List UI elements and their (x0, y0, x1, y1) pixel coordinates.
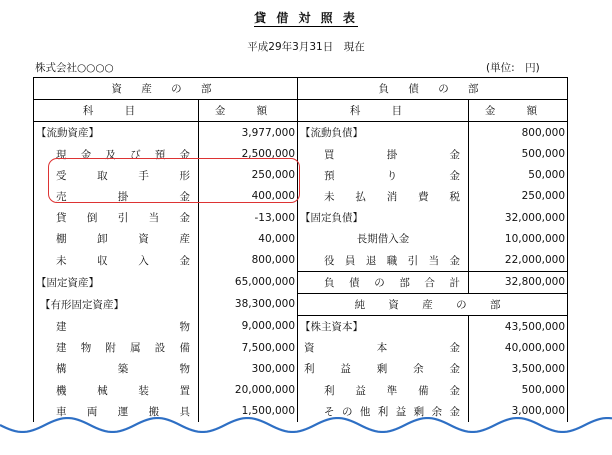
row-value: 40,000,000 (469, 337, 568, 358)
row-label: 【流動負債】 (298, 122, 469, 144)
table-row (34, 207, 568, 228)
table-row (34, 380, 568, 401)
row-value: 7,500,000 (199, 337, 298, 358)
row-value: 500,000 (469, 144, 568, 165)
row-label: 役員退職引当金 (298, 249, 469, 271)
row-label: 未払消費税 (298, 186, 469, 207)
row-label: 利益準備金 (298, 380, 469, 401)
row-label: 【株主資本】 (298, 315, 469, 337)
row-label: 預り金 (298, 165, 469, 186)
row-value: 20,000,000 (199, 380, 298, 401)
row-label: その他利益剰余金 (298, 401, 469, 422)
row-value: 500,000 (469, 380, 568, 401)
assets-section-header: 資 産 の 部 (34, 78, 298, 100)
balance-sheet-table (33, 77, 568, 422)
row-label: 建物 (34, 315, 199, 337)
row-label: 長期借入金 (298, 228, 469, 249)
section-header-row (34, 78, 568, 100)
row-label: 【固定負債】 (298, 207, 469, 228)
net-assets-section-header: 純 資 産 の 部 (298, 293, 568, 315)
table-row (34, 315, 568, 337)
row-value: 300,000 (199, 358, 298, 379)
document-title: 貸 借 対 照 表 (254, 11, 358, 25)
row-label: 貸倒引当金 (34, 207, 199, 228)
row-label: 【有形固定資産】 (34, 293, 199, 315)
amount-header-left: 金 額 (199, 100, 298, 122)
table-row (34, 337, 568, 358)
row-value: 65,000,000 (199, 271, 298, 293)
row-label: 現金及び預金 (34, 144, 199, 165)
table-row (34, 293, 568, 315)
row-label: 機械装置 (34, 380, 199, 401)
row-label: 【固定資産】 (34, 271, 199, 293)
row-value: 43,500,000 (469, 315, 568, 337)
row-value: 250,000 (199, 165, 298, 186)
row-value: 3,000,000 (469, 401, 568, 422)
table-row (34, 358, 568, 379)
row-label: 売掛金 (34, 186, 199, 207)
subject-header-right: 科 目 (298, 100, 469, 122)
subject-header-left: 科 目 (34, 100, 199, 122)
liabilities-total-value: 32,800,000 (469, 271, 568, 293)
row-value: 38,300,000 (199, 293, 298, 315)
row-value: 40,000 (199, 228, 298, 249)
row-label: 【流動資産】 (34, 122, 199, 144)
table-row (34, 271, 568, 293)
company-name: 株式会社○○○○ (35, 62, 114, 74)
row-label: 未収入金 (34, 249, 199, 271)
row-value: 1,500,000 (199, 401, 298, 422)
table-row (34, 249, 568, 271)
row-value: 9,000,000 (199, 315, 298, 337)
row-label: 棚卸資産 (34, 228, 199, 249)
row-value: 800,000 (469, 122, 568, 144)
unit-label: (単位: 円) (486, 62, 540, 74)
row-label: 利益剰余金 (298, 358, 469, 379)
as-of-date: 平成29年3月31日 現在 (247, 41, 365, 53)
table-row (34, 228, 568, 249)
liabilities-total-label: 負債の部合計 (298, 271, 469, 293)
row-label: 構築物 (34, 358, 199, 379)
row-label: 受取手形 (34, 165, 199, 186)
wave-divider (0, 405, 612, 455)
row-value: -13,000 (199, 207, 298, 228)
row-value: 3,500,000 (469, 358, 568, 379)
row-value: 22,000,000 (469, 249, 568, 271)
table-row (34, 122, 568, 144)
row-value: 10,000,000 (469, 228, 568, 249)
row-value: 50,000 (469, 165, 568, 186)
row-value: 400,000 (199, 186, 298, 207)
row-value: 250,000 (469, 186, 568, 207)
liabilities-section-header: 負 債 の 部 (298, 78, 568, 100)
row-value: 2,500,000 (199, 144, 298, 165)
highlight-outline (48, 158, 300, 203)
row-value: 32,000,000 (469, 207, 568, 228)
row-label: 建物附属設備 (34, 337, 199, 358)
row-label: 買掛金 (298, 144, 469, 165)
row-value: 800,000 (199, 249, 298, 271)
column-header-row (34, 100, 568, 122)
amount-header-right: 金 額 (469, 100, 568, 122)
row-label: 車両運搬具 (34, 401, 199, 422)
row-label: 資本金 (298, 337, 469, 358)
row-value: 3,977,000 (199, 122, 298, 144)
